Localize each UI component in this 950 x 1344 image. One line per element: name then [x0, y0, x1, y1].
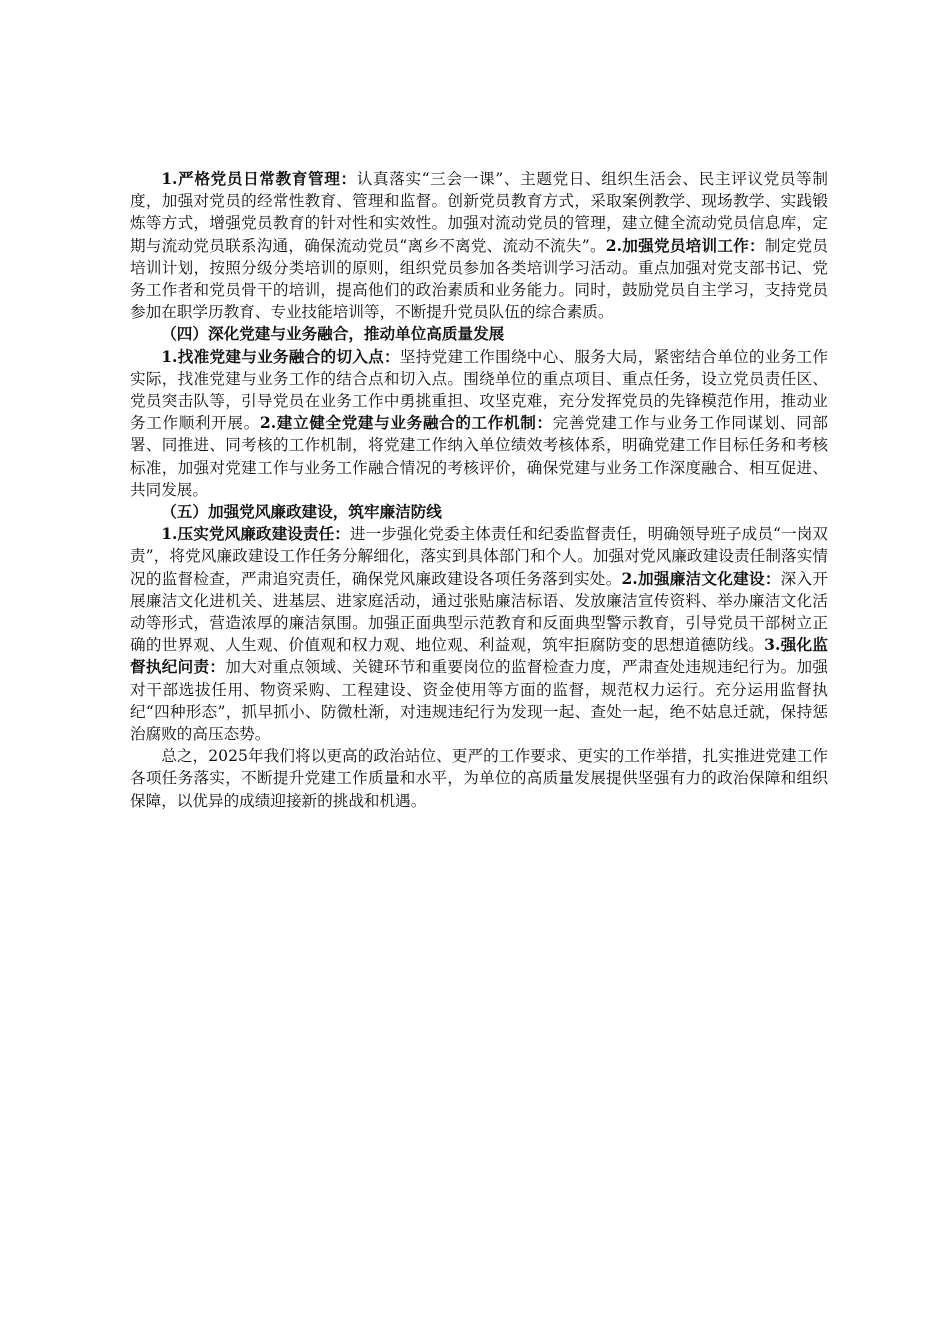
body-text: 完善党建工作与业务工作同谋划、同部署、同推进、同考核的工作机制，将党建工作纳入单位绩效考核体系，明确党建工作目标任务和考核标准，加强对党建工作与业务工作融合情况的考核评价，确保党建与业务工作深度融合、相互促进、共同发展。 — [130, 414, 828, 499]
para-education-training — [130, 168, 828, 323]
body-text: 加大对重点领域、关键环节和重要岗位的监督检查力度，严肃查处违规违纪行为。加强对干部选拔任用、物资采购、工程建设、资金使用等方面的监督，规范权力运行。充分运用监督执纪“四种形态”，抓早抓小、防微杜渐，对违规违纪行为发现一起、查处一起，绝不姑息迁就，保持惩治腐败的高压态势。 — [130, 658, 828, 744]
subheading-integration-point: 1.找准党建与业务融合的切入点： — [161, 346, 400, 366]
subheading-supervision: 3.强化监督执纪问责： — [130, 635, 828, 677]
document-body — [130, 168, 828, 812]
subheading-strict-education: 1.严格党员日常教育管理： — [161, 169, 357, 188]
body-text: 认真落实“三会一课”、主题党日、组织生活会、民主评议党员等制度，加强对党员的经常性教育、管理和监督。创新党员教育方式，采取案例教学、现场教学、实践锻炼等方式，增强党员教育的针对性和实效性。加强对流动党员的管理，建立健全流动党员信息库，定期与流动党员联系沟通，确保流动党员“离乡不离党、流动不流失”。 — [130, 170, 828, 255]
subheading-integrity-responsibility: 1.压实党风廉政建设责任： — [161, 524, 350, 544]
subheading-member-training: 2.加强党员培训工作： — [605, 235, 765, 255]
para-conclusion — [130, 745, 828, 812]
para-integrity — [130, 523, 828, 745]
body-text: 深入开展廉洁文化进机关、进基层、进家庭活动，通过张贴廉洁标语、发放廉洁宣传资料、举办廉洁文化活动等形式，营造浓厚的廉洁氛围。加强正面典型示范教育和反面典型警示教育，引导党员干部树立正确的世界观、人生观、价值观和权力观、地位观、利益观，筑牢拒腐防变的思想道德防线。 — [130, 569, 828, 655]
section-heading-4: （四）深化党建与业务融合，推动单位高质量发展 — [161, 324, 505, 344]
body-text: 坚持党建工作围绕中心、服务大局，紧密结合单位的业务工作实际，找准党建与业务工作的结合点和切入点。围绕单位的重点项目、重点任务，设立党员责任区、党员突击队等，引导党员在业务工作中勇挑重担、攻坚克难，充分发挥党员的先锋模范作用，推动业务工作顺利开展。 — [130, 347, 828, 433]
section-heading-5: （五）加强党风廉政建设，筑牢廉洁防线 — [161, 502, 442, 522]
subheading-integrity-culture: 2.加强廉洁文化建设： — [621, 568, 781, 588]
body-text: 制定党员培训计划，按照分级分类培训的原则，组织党员参加各类培训学习活动。重点加强对党支部书记、党务工作者和党员骨干的培训，提高他们的政治素质和业务能力。同时，鼓励党员自主学习，支持党员参加在职学历教育、专业技能培训等，不断提升党员队伍的综合素质。 — [130, 236, 828, 322]
body-text: 总之，2025年我们将以更高的政治站位、更严的工作要求、更实的工作举措，扎实推进党建工作各项任务落实，不断提升党建工作质量和水平，为单位的高质量发展提供坚强有力的政治保障和组织保障，以优异的成绩迎接新的挑战和机遇。 — [130, 747, 828, 810]
body-text: 进一步强化党委主体责任和纪委监督责任，明确领导班子成员“一岗双责”，将党风廉政建设工作任务分解细化，落实到具体部门和个人。加强对党风廉政建设责任制落实情况的监督检查，严肃追究责任，确保党风廉政建设各项任务落到实处。 — [130, 525, 828, 588]
subheading-integration-mechanism: 2.建立健全党建与业务融合的工作机制： — [259, 413, 553, 433]
para-integration — [130, 346, 828, 501]
